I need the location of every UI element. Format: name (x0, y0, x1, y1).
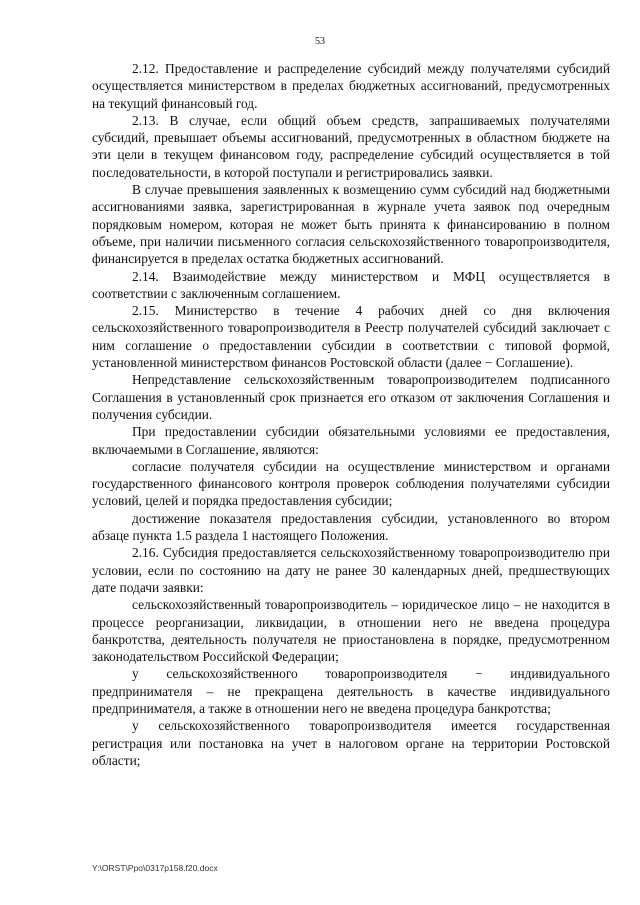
paragraph-indicator: достижение показателя предоставления субсидии, установленного во втором абзаце пункта 1.5 раздела 1 настоящего Положения. (92, 510, 610, 544)
paragraph-consent: согласие получателя субсидии на осуществление министерством и органами государственного финансового контроля проверок соблюдения получателями субсидии условий, целей и порядка предоставления субсидии; (92, 458, 610, 509)
paragraph-registration: у сельскохозяйственного товаропроизводителя имеется государственная регистрация или постановка на учет в налоговом органе на территории Ростовской области; (92, 718, 610, 768)
paragraph-2-16: 2.16. Субсидия предоставляется сельскохозяйственному товаропроизводителю при условии, если по состоянию на дату не ранее 30 календарных дней, предшествующих дате подачи заявки: (92, 545, 610, 595)
footer-file-path: Y:\ORST\Ppo\0317p158.f20.docx (92, 863, 218, 873)
page-number: 53 (315, 36, 325, 47)
paragraph-entrepreneur: у сельскохозяйственного товаропроизводителя − индивидуального предпринимателя – не прекращена деятельность в качестве индивидуального предпринимателя, а также в отношении него не введена процедура банкротства; (92, 666, 610, 716)
paragraph-mandatory-conditions: При предоставлении субсидии обязательными условиями ее предоставления, включаемыми в Соглашение, являются: (92, 424, 610, 457)
paragraph-non-submission: Непредставление сельскохозяйственным товаропроизводителем подписанного Соглашения в установленный срок признается его отказом от заключения Соглашения и получения субсидии. (92, 372, 610, 422)
paragraph-2-15: 2.15. Министерство в течение 4 рабочих дней со дня включения сельскохозяйственного товаропроизводителя в Реестр получателей субсидий заключает с ним соглашение о предоставлении субсидии в соответствии с типовой формой, установленной министерством финансов Ростовской области (далее − Соглашение). (92, 303, 610, 371)
paragraph-2-13: 2.13. В случае, если общий объем средств, запрашиваемых получателями субсидий, превышает объемы ассигнований, предусмотренных в областном бюджете на эти цели в текущем финансовом году, распределение субсидий осуществляется в той последовательности, в которой поступали и регистрировались заявки. (92, 112, 610, 180)
paragraph-budget-excess: В случае превышения заявленных к возмещению сумм субсидий над бюджетными ассигнованиями заявка, зарегистрированная в журнале учета заявок под очередным порядковым номером, которая не может быть принята к финансированию в полном объеме, при наличии письменного согласия сельскохозяйственного товаропроизводителя, финансируется в пределах остатка бюджетных ассигнований. (92, 182, 610, 267)
document-body (92, 60, 610, 769)
paragraph-legal-entity: сельскохозяйственный товаропроизводитель – юридическое лицо – не находится в процессе реорганизации, ликвидации, в отношении него не введена процедура банкротства, деятельность получателя не приостановлена в порядке, предусмотренном законодательством Российской Федерации; (92, 597, 610, 665)
paragraph-2-12: 2.12. Предоставление и распределение субсидий между получателями субсидий осуществляется министерством в пределах бюджетных ассигнований, предусмотренных на текущий финансовый год. (92, 61, 610, 111)
paragraph-2-14: 2.14. Взаимодействие между министерством и МФЦ осуществляется в соответствии с заключенным соглашением. (92, 268, 610, 301)
